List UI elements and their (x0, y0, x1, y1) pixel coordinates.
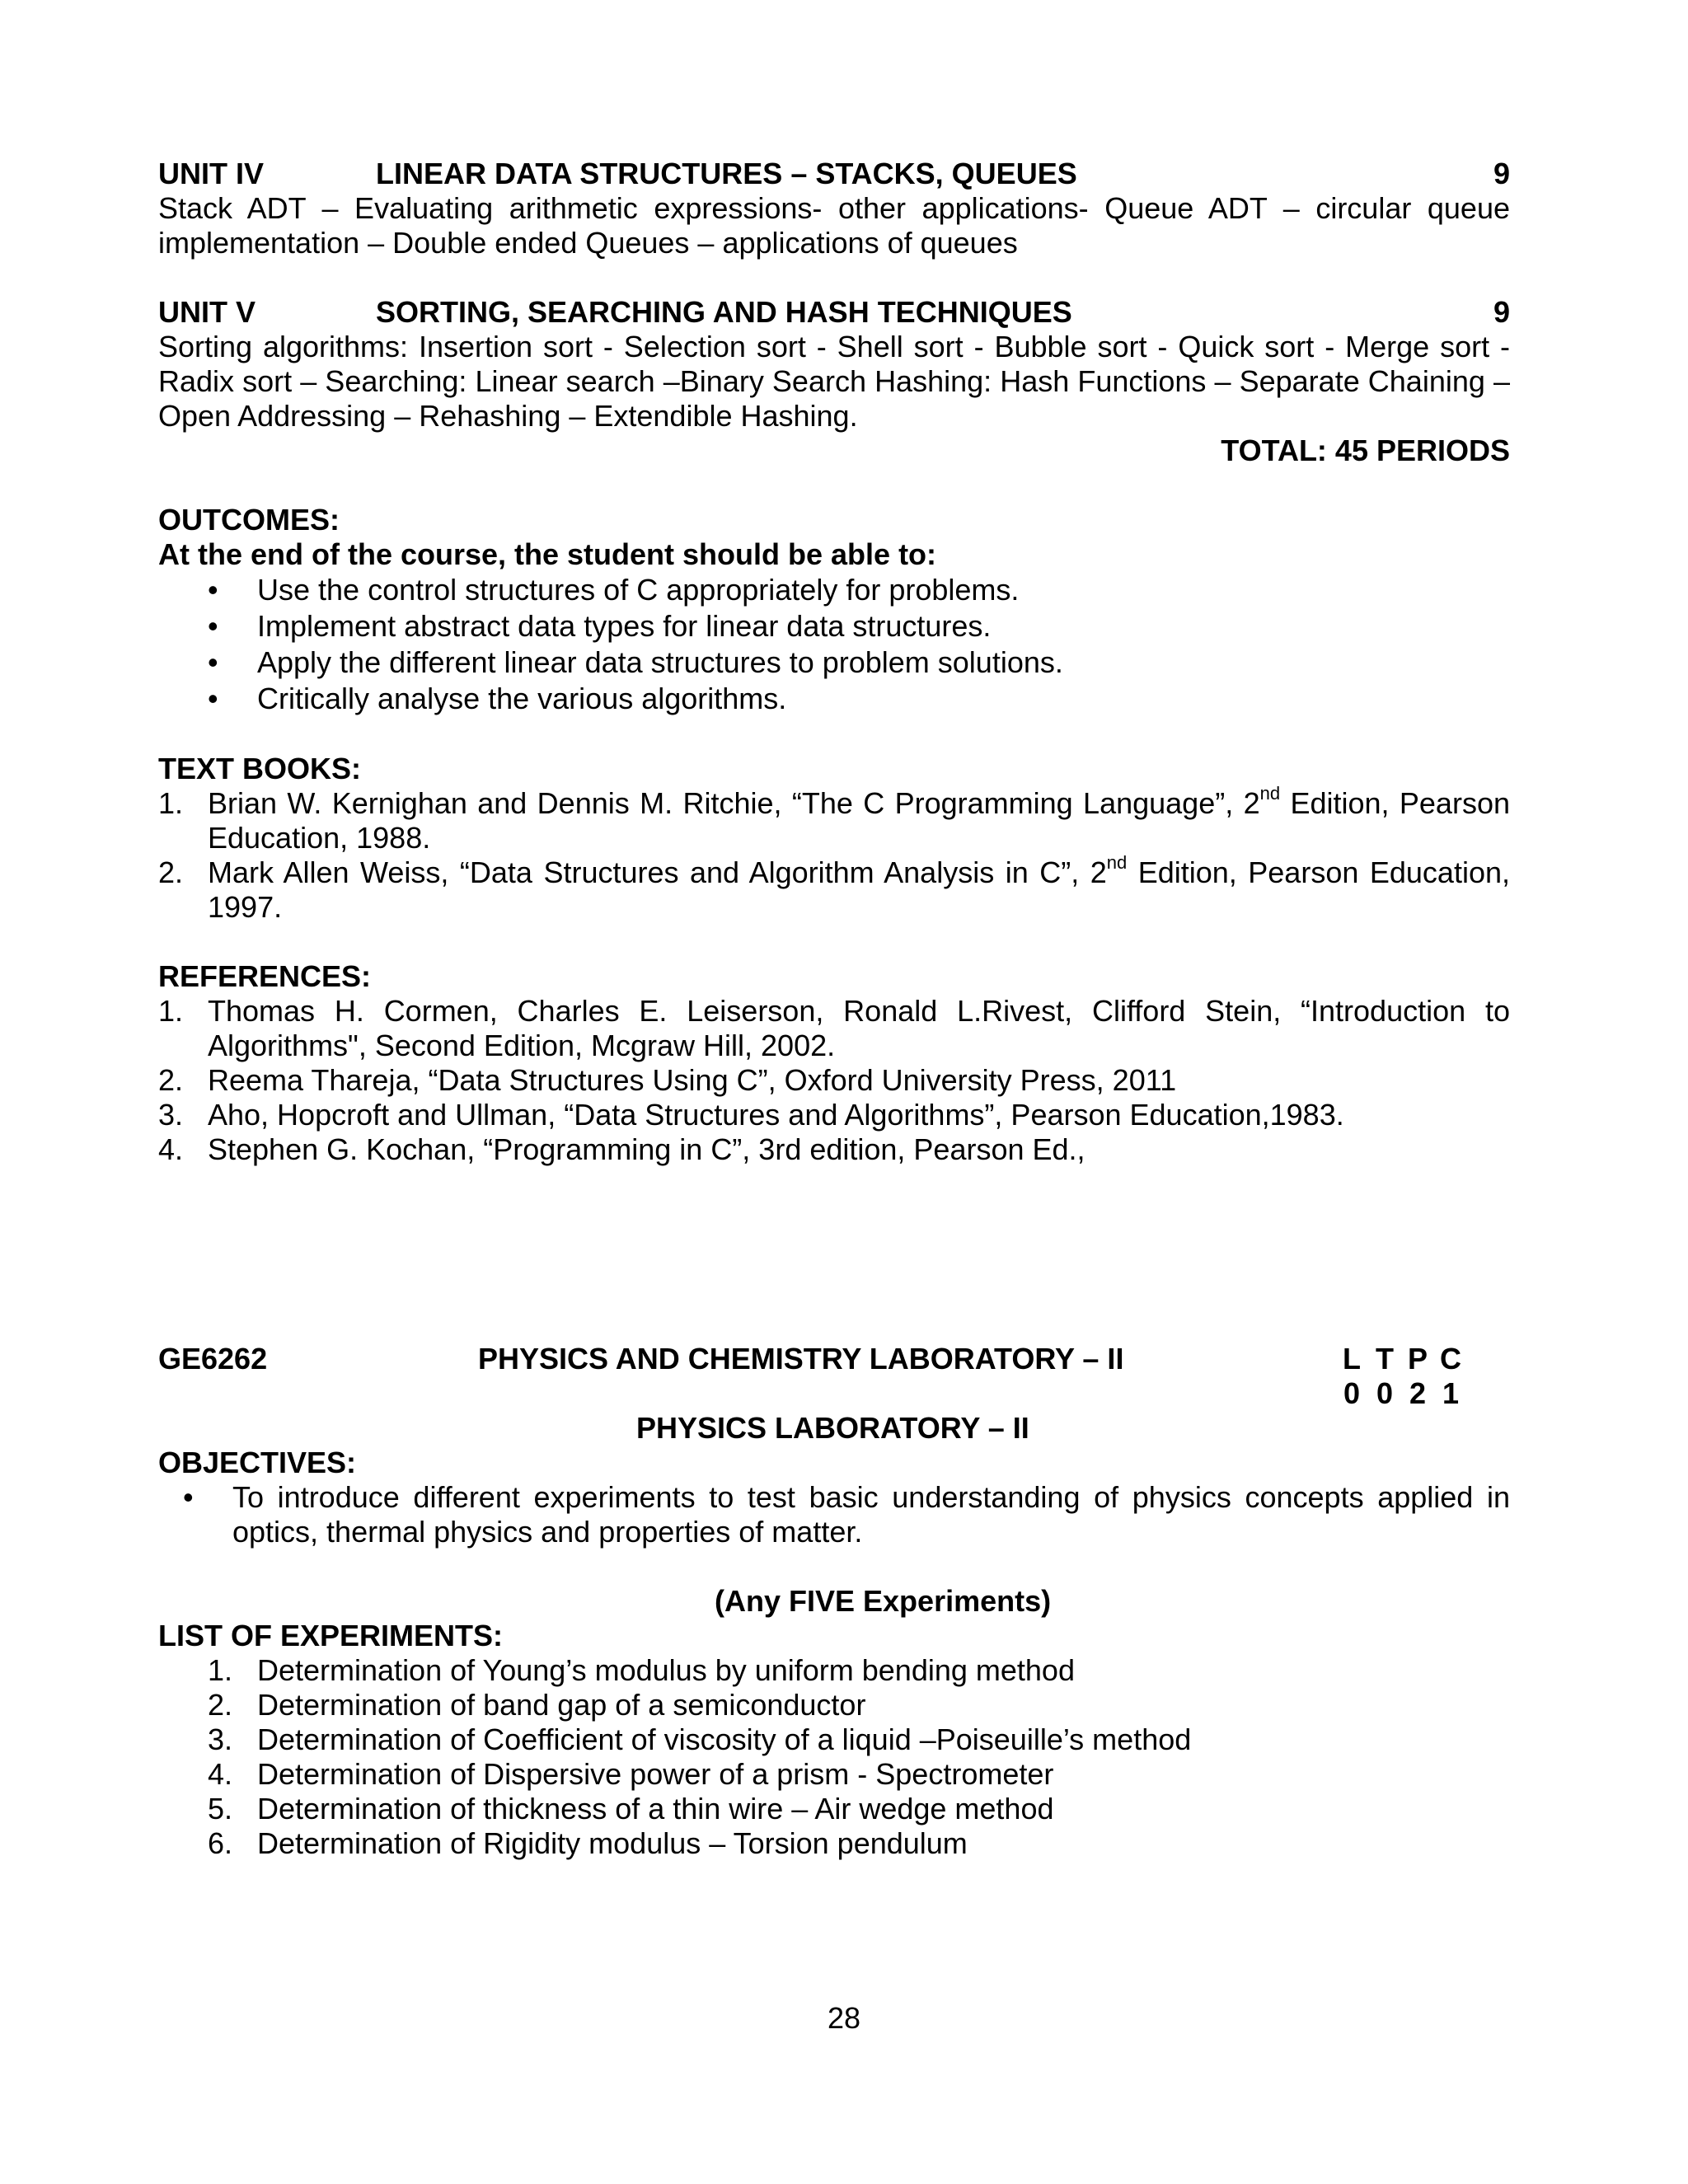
course-subtitle: PHYSICS LABORATORY – II (636, 1411, 1029, 1445)
course-header (158, 1342, 1510, 1411)
course-title: PHYSICS AND CHEMISTRY LABORATORY – II (478, 1342, 1124, 1376)
list-item: 3. Determination of Coefficient of viscosity of a liquid –Poiseuille’s method (208, 1722, 1192, 1756)
objectives-heading: OBJECTIVES: (158, 1446, 357, 1479)
list-item: • Use the control structures of C appropriately for problems. (208, 572, 1510, 608)
list-item: 5. Determination of thickness of a thin wire – Air wedge method (208, 1792, 1054, 1825)
objectives-list (158, 1480, 1510, 1549)
unit-5-title: SORTING, SEARCHING AND HASH TECHNIQUES (376, 295, 1072, 329)
unit-4-text: Stack ADT – Evaluating arithmetic expressions- other applications- Queue ADT – circular queue implementation – Double ended Queues – applications of queues (158, 191, 1510, 260)
outcomes-list (158, 572, 1510, 717)
list-item: 2. Determination of band gap of a semiconductor (208, 1688, 866, 1722)
list-item: 2. Reema Thareja, “Data Structures Using C”, Oxford University Press, 2011 (158, 1063, 1177, 1097)
list-item: • To introduce different experiments to test basic understanding of physics concepts applied in optics, thermal physics and properties of matter. (183, 1480, 1510, 1549)
list-item: 3. Aho, Hopcroft and Ullman, “Data Structures and Algorithms”, Pearson Education,1983. (158, 1098, 1344, 1132)
list-item: 1. Determination of Young’s modulus by uniform bending method (208, 1653, 1075, 1687)
item-number: 1. (158, 786, 184, 820)
syllabus-lower (158, 1342, 1510, 1861)
unit-5-heading (158, 295, 1510, 330)
textbooks-list (158, 783, 1510, 925)
list-item: • Apply the different linear data structures to problem solutions. (208, 644, 1510, 681)
item-number: 5. (208, 1792, 233, 1825)
ltpc-label: P (1407, 1342, 1428, 1376)
item-number: 3. (208, 1722, 233, 1756)
references-list (158, 994, 1510, 1167)
list-item: 4. Stephen G. Kochan, “Programming in C”, 3rd edition, Pearson Ed., (158, 1132, 1085, 1166)
textbooks-heading: TEXT BOOKS: (158, 752, 362, 785)
item-number: 2. (158, 1063, 184, 1097)
unit-4-hours: 9 (1493, 157, 1510, 190)
ltpc-value: 1 (1442, 1376, 1460, 1410)
experiments-heading: LIST OF EXPERIMENTS: (158, 1619, 504, 1652)
unit-5-hours: 9 (1493, 295, 1510, 329)
item-number: 3. (158, 1098, 184, 1132)
experiments-list (158, 1653, 1510, 1861)
item-number: 1. (158, 994, 184, 1028)
references-heading: REFERENCES: (158, 959, 372, 993)
ltpc-value: 0 (1343, 1376, 1361, 1410)
total-periods: TOTAL: 45 PERIODS (1221, 434, 1510, 467)
item-number: 2. (208, 1688, 233, 1722)
ltpc-label: L (1343, 1342, 1361, 1376)
unit-5-text: Sorting algorithms: Insertion sort - Selection sort - Shell sort - Bubble sort - Quick sort - Merge sort - Radix sort – Searching: Linear search –Binary Search Hashing: Hash Functions – Separate Chaining – Open Addressing – Rehashing – Extendible Hashing. (158, 330, 1510, 433)
ltpc-value: 2 (1409, 1376, 1427, 1410)
unit-4-heading (158, 157, 1510, 191)
item-number: 6. (208, 1826, 233, 1860)
list-item: • Critically analyse the various algorithms. (208, 681, 1510, 717)
unit-4-title: LINEAR DATA STRUCTURES – STACKS, QUEUES (376, 157, 1077, 190)
item-number: 4. (158, 1132, 184, 1166)
ltpc-label: C (1440, 1342, 1461, 1376)
unit-5-label: UNIT V (158, 295, 256, 329)
ltpc-value: 0 (1376, 1376, 1394, 1410)
list-item: 1. Thomas H. Cormen, Charles E. Leiserson, Ronald L.Rivest, Clifford Stein, “Introduction to Algorithms", Second Edition, Mcgraw Hill, 2002. (158, 994, 1510, 1062)
syllabus-upper (158, 157, 1510, 1167)
item-number: 1. (208, 1653, 233, 1687)
item-number: 2. (158, 855, 184, 889)
experiments-note: (Any FIVE Experiments) (715, 1584, 1052, 1618)
outcomes-intro: At the end of the course, the student should be able to: (158, 537, 937, 571)
list-item: 6. Determination of Rigidity modulus – Torsion pendulum (208, 1826, 968, 1860)
list-item: • Implement abstract data types for linear data structures. (208, 608, 1510, 644)
list-item: 1. Brian W. Kernighan and Dennis M. Ritchie, “The C Programming Language”, 2nd Edition, Pearson Education, 1988. (158, 783, 1510, 855)
unit-4-label: UNIT IV (158, 157, 265, 190)
outcomes-heading: OUTCOMES: (158, 503, 340, 537)
ltpc-label: T (1376, 1342, 1394, 1376)
ltpc-table (1335, 1342, 1467, 1411)
course-code: GE6262 (158, 1342, 268, 1376)
item-number: 4. (208, 1757, 233, 1791)
list-item: 4. Determination of Dispersive power of a prism - Spectrometer (208, 1757, 1054, 1791)
list-item: 2. Mark Allen Weiss, “Data Structures and Algorithm Analysis in C”, 2nd Edition, Pearson Education, 1997. (158, 852, 1510, 924)
page-number: 28 (827, 2001, 861, 2035)
